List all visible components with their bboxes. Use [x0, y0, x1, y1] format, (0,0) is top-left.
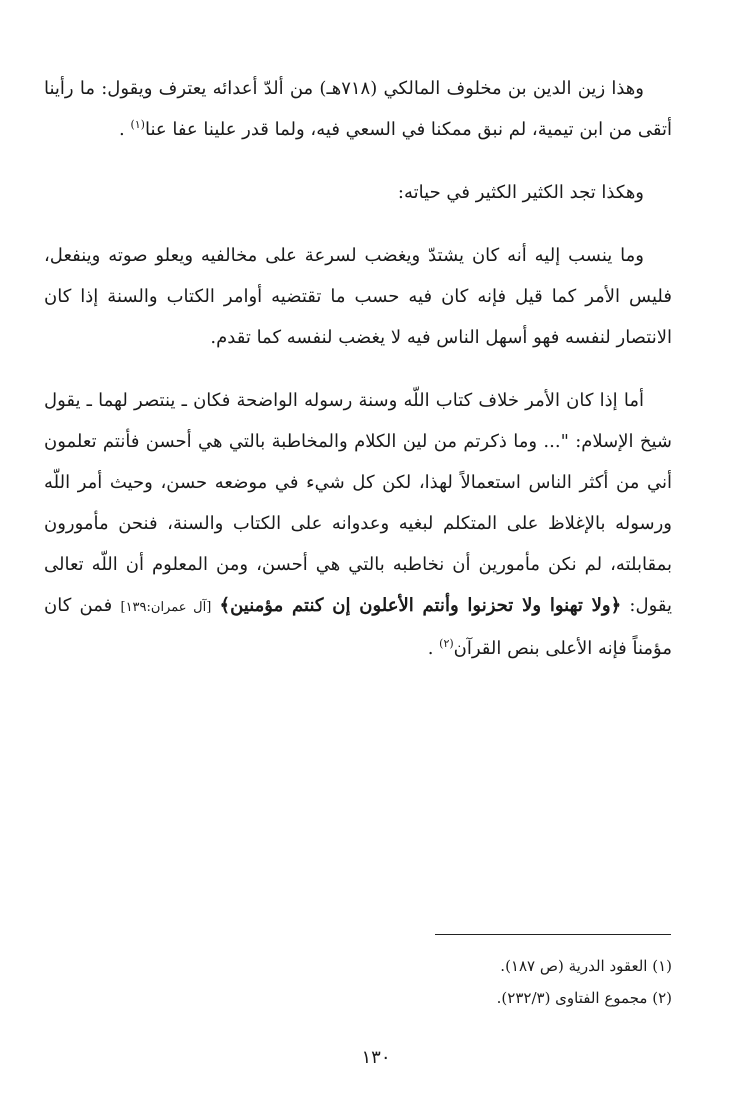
- paragraph-4-end: .: [427, 638, 440, 659]
- paragraph-2-text: وهكذا تجد الكثير الكثير في حياته:: [397, 182, 644, 203]
- footnote-1: (١) العقود الدرية (ص ١٨٧).: [500, 957, 672, 975]
- footnote-divider: [435, 934, 671, 935]
- paragraph-1-end: .: [119, 119, 131, 140]
- paragraph-4-space: [211, 595, 219, 616]
- paragraph-1: [44, 68, 672, 150]
- paragraph-4-text: أما إذا كان الأمر خلاف كتاب اللّه وسنة رسوله الواضحة فكان ـ ينتصر لهما ـ يقول شيخ الإسلام: "... وما ذكرتم من لين الكلام والمخاطبة بالتي هي أحسن فأنتم تعلمون أني من أكثر الناس استعمالاً لهذا، لكن كل شيء في موضعه حسن، وحيث أمر اللّه ورسوله بالإغلاظ على المتكلم لبغيه وعدوانه على الكتاب والسنة، فنحن مأمورون بمقابلته، لم نكن مأمورين أن نخاطبه بالتي هي أحسن، ومن المعلوم أن اللّه تعالى يقول:: [44, 390, 672, 616]
- paragraph-1-text: وهذا زين الدين بن مخلوف المالكي (٧١٨هـ) من ألدّ أعدائه يعترف ويقول: ما رأينا أتقى من ابن تيمية، لم نبق ممكنا في السعي فيه، ولما قدر علينا عفا عنا: [44, 78, 672, 140]
- paragraph-4-continuation: فمن كان مؤمناً فإنه الأعلى بنص القرآن: [44, 595, 672, 659]
- footnote-ref-2: (٢): [439, 637, 454, 650]
- footnote-2: (٢) مجموع الفتاوى (٢٣٢/٣).: [496, 989, 672, 1007]
- footnotes: [80, 950, 672, 1014]
- paragraph-3: [44, 235, 672, 358]
- paragraph-2: [44, 172, 672, 213]
- footnote-ref-1: (١): [130, 118, 145, 131]
- paragraph-4: [44, 380, 672, 669]
- quran-verse: ﴿ولا تهنوا ولا تحزنوا وأنتم الأعلون إن كنتم مؤمنين﴾: [219, 595, 622, 616]
- page-number: ١٣٠: [361, 1047, 391, 1068]
- main-text: [44, 68, 672, 669]
- verse-reference: [آل عمران:١٣٩]: [120, 600, 212, 615]
- paragraph-3-text: وما ينسب إليه أنه كان يشتدّ ويغضب لسرعة على مخالفيه ويعلو صوته وينفعل، فليس الأمر كما قيل فإنه كان فيه حسب ما تقتضيه أوامر الكتاب والسنة إذا كان الانتصار لنفسه فهو أسهل الناس فيه لا يغضب لنفسه كما تقدم.: [44, 245, 672, 348]
